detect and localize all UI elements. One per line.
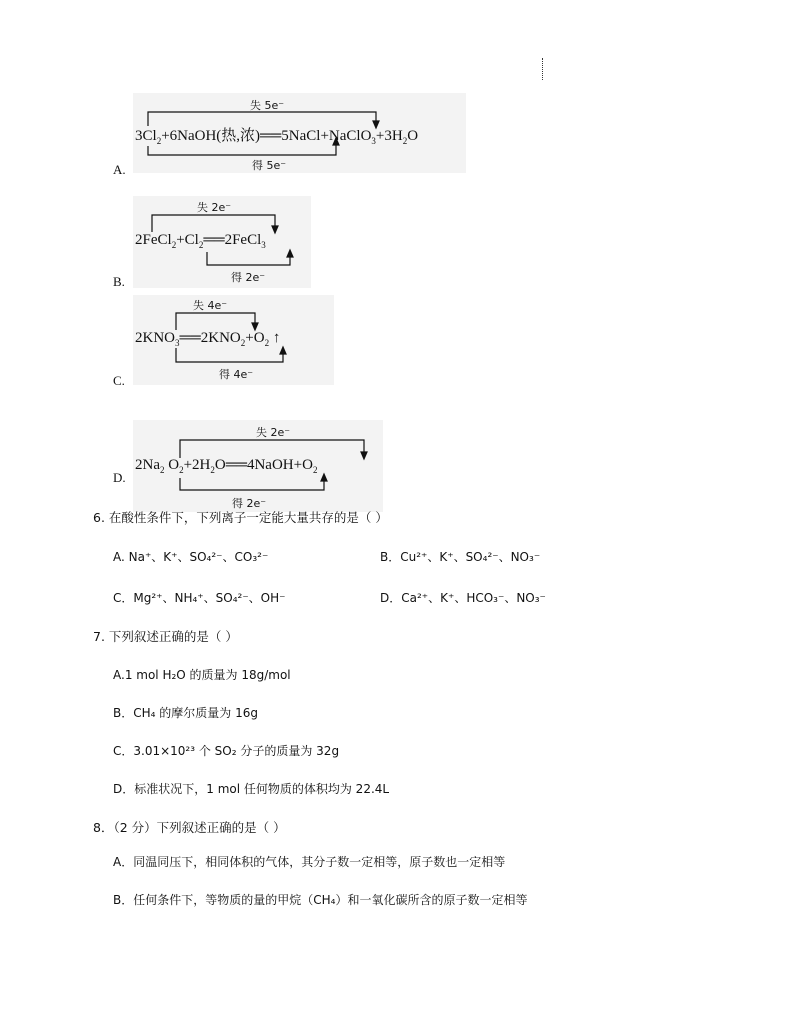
question-7-option-b: B．CH₄ 的摩尔质量为 16g — [113, 706, 258, 720]
equation-c-lose-label: 失 4e⁻ — [193, 299, 228, 312]
equation-a-gain-label: 得 5e⁻ — [252, 159, 287, 172]
equation-a-lose-label: 失 5e⁻ — [250, 99, 285, 112]
option-d-letter: D. — [113, 470, 126, 485]
equation-d-gain-label: 得 2e⁻ — [232, 497, 267, 510]
equation-b-lose-label: 失 2e⁻ — [197, 201, 232, 214]
question-8-stem: 8．（2 分）下列叙述正确的是（ ） — [93, 820, 286, 835]
question-6-option-c: C．Mg²⁺、NH₄⁺、SO₄²⁻、OH⁻ — [113, 591, 286, 605]
option-c-letter: C. — [113, 373, 125, 388]
question-8-option-b: B．任何条件下，等物质的量的甲烷（CH₄）和一氧化碳所含的原子数一定相等 — [113, 893, 528, 907]
option-b-letter: B. — [113, 274, 125, 289]
equation-d-text: $2Na_2$ $O_2+2H_2O══4NaOH+O_2$ — [135, 457, 318, 475]
question-7-option-a: A.1 mol H₂O 的质量为 18g/mol — [113, 668, 291, 682]
equation-c-gain-label: 得 4e⁻ — [219, 368, 254, 381]
equation-c-text: $2KNO_3══2KNO_2+O_2$ ↑ — [135, 330, 281, 348]
equation-b-gain-label: 得 2e⁻ — [231, 271, 266, 284]
equation-d-lose-label: 失 2e⁻ — [256, 426, 291, 439]
question-7-option-d: D．标准状况下，1 mol 任何物质的体积均为 22.4L — [113, 782, 390, 796]
option-a-letter: A. — [113, 162, 126, 177]
question-6-option-b: B．Cu²⁺、K⁺、SO₄²⁻、NO₃⁻ — [380, 550, 541, 564]
equation-a-text: $3Cl_2+6NaOH$(热,浓)$══5NaCl+NaClO_3+3H_2O$ — [135, 128, 419, 146]
question-7-stem: 7. 下列叙述正确的是（ ） — [93, 629, 238, 644]
question-7-option-c: C．3.01×10²³ 个 SO₂ 分子的质量为 32g — [113, 744, 340, 758]
equation-b-text: $2FeCl_2+Cl_2══2FeCl_3$ — [135, 232, 266, 250]
question-6-stem: 6. 在酸性条件下，下列离子一定能大量共存的是（ ） — [93, 510, 388, 525]
question-6-option-a: A. Na⁺、K⁺、SO₄²⁻、CO₃²⁻ — [113, 550, 269, 564]
question-6-option-d: D．Ca²⁺、K⁺、HCO₃⁻、NO₃⁻ — [380, 591, 546, 605]
question-8-option-a: A．同温同压下，相同体积的气体，其分子数一定相等，原子数也一定相等 — [113, 855, 506, 869]
